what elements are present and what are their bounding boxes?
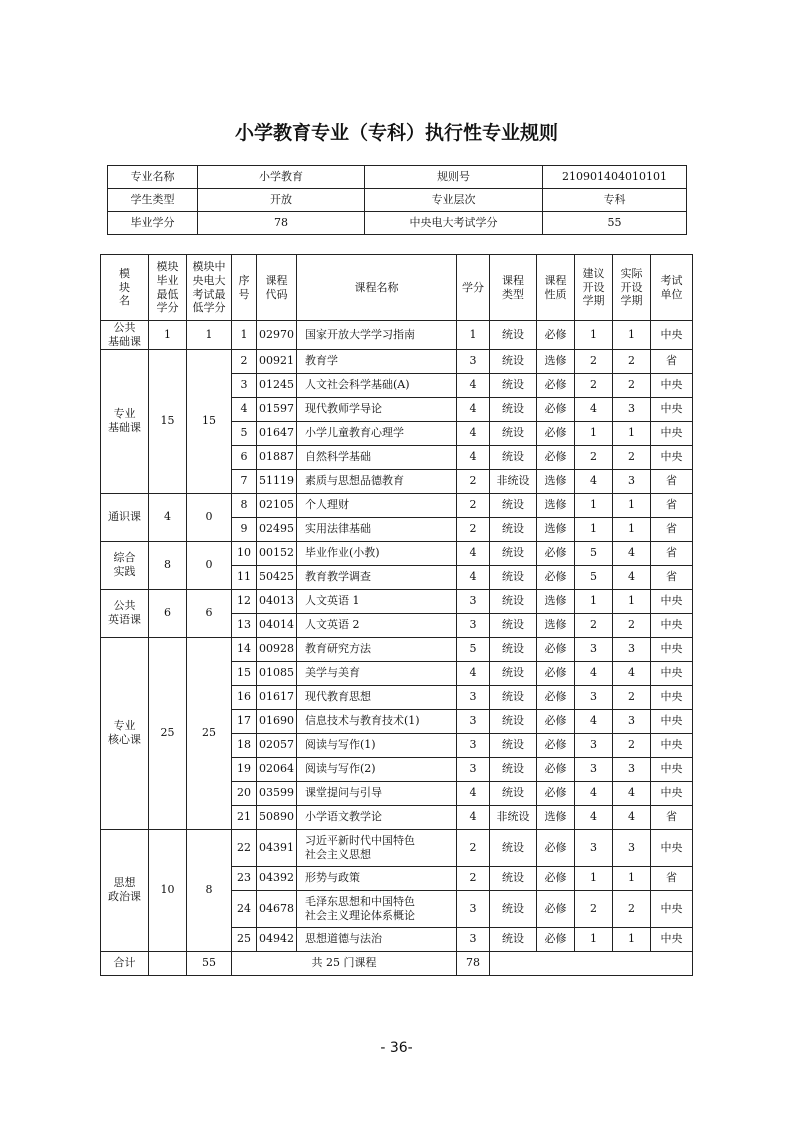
actual-term: 3 [613,637,651,661]
course-type: 统设 [490,373,537,397]
info-row [108,166,687,189]
actual-term: 1 [613,589,651,613]
exam-unit: 中央 [651,927,693,951]
suggested-term: 4 [575,469,613,493]
course-seq: 23 [232,866,257,890]
info-label: 专业名称 [108,166,198,189]
module-min-credits: 1 [149,321,187,350]
actual-term: 4 [613,805,651,829]
course-credits: 3 [457,589,490,613]
course-seq: 6 [232,445,257,469]
module-exam-credits: 15 [187,349,232,493]
course-name: 思想道德与法治 [297,927,457,951]
course-credits: 3 [457,757,490,781]
course-name: 人文英语 2 [297,613,457,637]
actual-term: 2 [613,445,651,469]
course-code: 04942 [257,927,297,951]
column-header: 建议 开设 学期 [575,255,613,321]
total-credits: 78 [457,951,490,975]
course-seq: 22 [232,829,257,866]
course-credits: 2 [457,517,490,541]
course-code: 01597 [257,397,297,421]
info-label: 中央电大考试学分 [365,212,543,235]
suggested-term: 3 [575,637,613,661]
actual-term: 4 [613,565,651,589]
suggested-term: 3 [575,757,613,781]
course-nature: 必修 [537,781,575,805]
course-type: 统设 [490,349,537,373]
course-seq: 3 [232,373,257,397]
course-type: 统设 [490,890,537,927]
course-seq: 4 [232,397,257,421]
suggested-term: 2 [575,613,613,637]
info-value: 78 [198,212,365,235]
course-seq: 16 [232,685,257,709]
course-nature: 必修 [537,637,575,661]
exam-unit: 中央 [651,373,693,397]
course-type: 统设 [490,613,537,637]
module-exam-credits: 25 [187,637,232,829]
course-seq: 10 [232,541,257,565]
course-seq: 12 [232,589,257,613]
module-min-credits: 10 [149,829,187,951]
suggested-term: 5 [575,565,613,589]
suggested-term: 1 [575,866,613,890]
course-code: 04391 [257,829,297,866]
course-code: 04013 [257,589,297,613]
info-value: 专科 [543,189,687,212]
column-header: 课程 类型 [490,255,537,321]
table-row [101,589,693,613]
column-header: 考试 单位 [651,255,693,321]
course-code: 02495 [257,517,297,541]
course-credits: 4 [457,541,490,565]
course-code: 50890 [257,805,297,829]
exam-unit: 中央 [651,637,693,661]
total-label: 合计 [101,951,149,975]
module-name: 公共 英语课 [101,589,149,637]
course-type: 统设 [490,517,537,541]
table-row [101,829,693,866]
course-credits: 4 [457,805,490,829]
module-min-credits: 4 [149,493,187,541]
actual-term: 1 [613,493,651,517]
course-code: 01887 [257,445,297,469]
course-code: 01085 [257,661,297,685]
course-code: 00152 [257,541,297,565]
info-label: 毕业学分 [108,212,198,235]
actual-term: 1 [613,321,651,350]
info-label: 规则号 [365,166,543,189]
course-name: 习近平新时代中国特色 社会主义思想 [297,829,457,866]
course-nature: 必修 [537,541,575,565]
course-credits: 4 [457,373,490,397]
actual-term: 1 [613,421,651,445]
actual-term: 3 [613,709,651,733]
exam-unit: 中央 [651,757,693,781]
course-type: 统设 [490,321,537,350]
course-seq: 8 [232,493,257,517]
actual-term: 4 [613,661,651,685]
exam-unit: 省 [651,349,693,373]
course-type: 统设 [490,733,537,757]
suggested-term: 3 [575,685,613,709]
exam-unit: 省 [651,565,693,589]
total-exam-credits: 55 [187,951,232,975]
suggested-term: 3 [575,733,613,757]
actual-term: 1 [613,866,651,890]
total-row [101,951,693,975]
course-code: 01690 [257,709,297,733]
suggested-term: 5 [575,541,613,565]
course-type: 统设 [490,421,537,445]
course-name: 教育学 [297,349,457,373]
exam-unit: 中央 [651,829,693,866]
course-type: 统设 [490,661,537,685]
table-row [101,637,693,661]
actual-term: 2 [613,349,651,373]
exam-unit: 中央 [651,589,693,613]
module-exam-credits: 0 [187,493,232,541]
course-name: 实用法律基础 [297,517,457,541]
course-code: 02105 [257,493,297,517]
suggested-term: 1 [575,493,613,517]
course-credits: 3 [457,890,490,927]
column-header: 实际 开设 学期 [613,255,651,321]
course-credits: 3 [457,685,490,709]
column-header: 模块 毕业 最低 学分 [149,255,187,321]
table-row [101,493,693,517]
course-seq: 24 [232,890,257,927]
course-type: 统设 [490,709,537,733]
course-credits: 3 [457,613,490,637]
suggested-term: 2 [575,349,613,373]
actual-term: 3 [613,757,651,781]
suggested-term: 2 [575,445,613,469]
course-nature: 选修 [537,805,575,829]
course-seq: 2 [232,349,257,373]
exam-unit: 中央 [651,613,693,637]
exam-unit: 省 [651,866,693,890]
module-name: 思想 政治课 [101,829,149,951]
course-name: 毛泽东思想和中国特色 社会主义理论体系概论 [297,890,457,927]
exam-unit: 省 [651,493,693,517]
module-exam-credits: 1 [187,321,232,350]
course-type: 统设 [490,565,537,589]
course-credits: 2 [457,469,490,493]
actual-term: 2 [613,733,651,757]
course-credits: 4 [457,565,490,589]
exam-unit: 中央 [651,397,693,421]
suggested-term: 4 [575,397,613,421]
course-name: 教育教学调查 [297,565,457,589]
table-row [101,541,693,565]
course-type: 统设 [490,637,537,661]
table-row [101,349,693,373]
exam-unit: 省 [651,469,693,493]
actual-term: 3 [613,469,651,493]
course-nature: 必修 [537,421,575,445]
course-code: 02970 [257,321,297,350]
course-name: 个人理财 [297,493,457,517]
module-exam-credits: 0 [187,541,232,589]
column-header: 课程 代码 [257,255,297,321]
module-name: 专业 基础课 [101,349,149,493]
module-name: 专业 核心课 [101,637,149,829]
course-credits: 5 [457,637,490,661]
page-title: 小学教育专业（专科）执行性专业规则 [234,122,558,144]
course-seq: 5 [232,421,257,445]
page-number: - 36- [380,1040,413,1056]
suggested-term: 1 [575,517,613,541]
total-summary: 共 25 门课程 [232,951,457,975]
exam-unit: 省 [651,541,693,565]
table-row [101,321,693,350]
course-code: 50425 [257,565,297,589]
course-nature: 必修 [537,927,575,951]
course-nature: 选修 [537,469,575,493]
actual-term: 2 [613,613,651,637]
column-header: 课程 性质 [537,255,575,321]
course-name: 毕业作业(小教) [297,541,457,565]
course-code: 51119 [257,469,297,493]
course-nature: 选修 [537,493,575,517]
exam-unit: 中央 [651,421,693,445]
course-seq: 1 [232,321,257,350]
exam-unit: 中央 [651,781,693,805]
course-credits: 4 [457,397,490,421]
course-name: 小学语文教学论 [297,805,457,829]
course-type: 统设 [490,541,537,565]
course-credits: 2 [457,866,490,890]
course-code: 01617 [257,685,297,709]
course-seq: 19 [232,757,257,781]
course-credits: 4 [457,661,490,685]
course-name: 现代教育思想 [297,685,457,709]
total-min-credits [149,951,187,975]
course-type: 统设 [490,927,537,951]
course-type: 非统设 [490,805,537,829]
course-name: 现代教师学导论 [297,397,457,421]
total-blank [490,951,693,975]
exam-unit: 中央 [651,733,693,757]
course-nature: 必修 [537,445,575,469]
module-name: 通识课 [101,493,149,541]
exam-unit: 中央 [651,685,693,709]
course-credits: 4 [457,421,490,445]
course-credits: 2 [457,829,490,866]
course-seq: 21 [232,805,257,829]
exam-unit: 省 [651,805,693,829]
info-label: 专业层次 [365,189,543,212]
course-seq: 20 [232,781,257,805]
course-nature: 选修 [537,589,575,613]
course-nature: 必修 [537,397,575,421]
suggested-term: 2 [575,373,613,397]
course-name: 阅读与写作(1) [297,733,457,757]
actual-term: 3 [613,829,651,866]
course-name: 教育研究方法 [297,637,457,661]
suggested-term: 1 [575,321,613,350]
course-credits: 3 [457,709,490,733]
course-seq: 9 [232,517,257,541]
actual-term: 2 [613,685,651,709]
course-type: 统设 [490,829,537,866]
course-name: 形势与政策 [297,866,457,890]
course-nature: 必修 [537,709,575,733]
course-seq: 25 [232,927,257,951]
course-code: 02057 [257,733,297,757]
course-nature: 必修 [537,829,575,866]
course-name: 阅读与写作(2) [297,757,457,781]
course-seq: 7 [232,469,257,493]
table-header-row [101,255,693,321]
course-name: 国家开放大学学习指南 [297,321,457,350]
course-table [100,254,693,976]
info-value: 开放 [198,189,365,212]
course-name: 小学儿童教育心理学 [297,421,457,445]
info-label: 学生类型 [108,189,198,212]
course-credits: 3 [457,927,490,951]
course-code: 01245 [257,373,297,397]
exam-unit: 中央 [651,321,693,350]
course-credits: 3 [457,349,490,373]
module-min-credits: 15 [149,349,187,493]
suggested-term: 2 [575,890,613,927]
exam-unit: 中央 [651,445,693,469]
actual-term: 1 [613,517,651,541]
course-name: 人文社会科学基础(A) [297,373,457,397]
course-code: 00928 [257,637,297,661]
course-name: 课堂提问与引导 [297,781,457,805]
info-value: 55 [543,212,687,235]
column-header: 课程名称 [297,255,457,321]
course-nature: 必修 [537,757,575,781]
course-nature: 必修 [537,733,575,757]
course-code: 00921 [257,349,297,373]
course-name: 人文英语 1 [297,589,457,613]
exam-unit: 中央 [651,661,693,685]
module-min-credits: 25 [149,637,187,829]
course-name: 自然科学基础 [297,445,457,469]
info-value: 210901404010101 [543,166,687,189]
info-value: 小学教育 [198,166,365,189]
course-seq: 14 [232,637,257,661]
course-nature: 选修 [537,613,575,637]
course-type: 统设 [490,397,537,421]
exam-unit: 中央 [651,709,693,733]
column-header: 模 块 名 [101,255,149,321]
course-credits: 4 [457,781,490,805]
course-nature: 选修 [537,349,575,373]
course-code: 04014 [257,613,297,637]
course-credits: 3 [457,733,490,757]
exam-unit: 中央 [651,890,693,927]
suggested-term: 3 [575,829,613,866]
column-header: 学分 [457,255,490,321]
suggested-term: 1 [575,589,613,613]
actual-term: 1 [613,927,651,951]
suggested-term: 1 [575,421,613,445]
column-header: 序号 [232,255,257,321]
course-type: 统设 [490,685,537,709]
info-row [108,189,687,212]
actual-term: 2 [613,373,651,397]
course-seq: 15 [232,661,257,685]
course-seq: 18 [232,733,257,757]
module-min-credits: 6 [149,589,187,637]
course-nature: 选修 [537,517,575,541]
info-table [107,165,687,235]
course-code: 01647 [257,421,297,445]
suggested-term: 4 [575,709,613,733]
actual-term: 4 [613,781,651,805]
course-credits: 4 [457,445,490,469]
course-seq: 11 [232,565,257,589]
suggested-term: 1 [575,927,613,951]
course-nature: 必修 [537,321,575,350]
course-type: 统设 [490,757,537,781]
column-header: 模块中 央电大 考试最 低学分 [187,255,232,321]
course-nature: 必修 [537,866,575,890]
suggested-term: 4 [575,805,613,829]
actual-term: 2 [613,890,651,927]
exam-unit: 省 [651,517,693,541]
course-seq: 17 [232,709,257,733]
info-row [108,212,687,235]
course-name: 素质与思想品德教育 [297,469,457,493]
course-credits: 2 [457,493,490,517]
course-credits: 1 [457,321,490,350]
course-nature: 必修 [537,890,575,927]
course-nature: 必修 [537,685,575,709]
course-code: 02064 [257,757,297,781]
course-type: 统设 [490,589,537,613]
course-type: 统设 [490,445,537,469]
course-seq: 13 [232,613,257,637]
module-name: 综合 实践 [101,541,149,589]
course-type: 统设 [490,493,537,517]
module-min-credits: 8 [149,541,187,589]
course-nature: 必修 [537,661,575,685]
module-exam-credits: 6 [187,589,232,637]
course-code: 04678 [257,890,297,927]
course-type: 统设 [490,781,537,805]
module-name: 公共 基础课 [101,321,149,350]
course-nature: 必修 [537,565,575,589]
course-code: 04392 [257,866,297,890]
course-nature: 必修 [537,373,575,397]
course-name: 美学与美育 [297,661,457,685]
course-type: 非统设 [490,469,537,493]
course-type: 统设 [490,866,537,890]
suggested-term: 4 [575,661,613,685]
actual-term: 3 [613,397,651,421]
course-name: 信息技术与教育技术(1) [297,709,457,733]
module-exam-credits: 8 [187,829,232,951]
actual-term: 4 [613,541,651,565]
suggested-term: 4 [575,781,613,805]
course-code: 03599 [257,781,297,805]
